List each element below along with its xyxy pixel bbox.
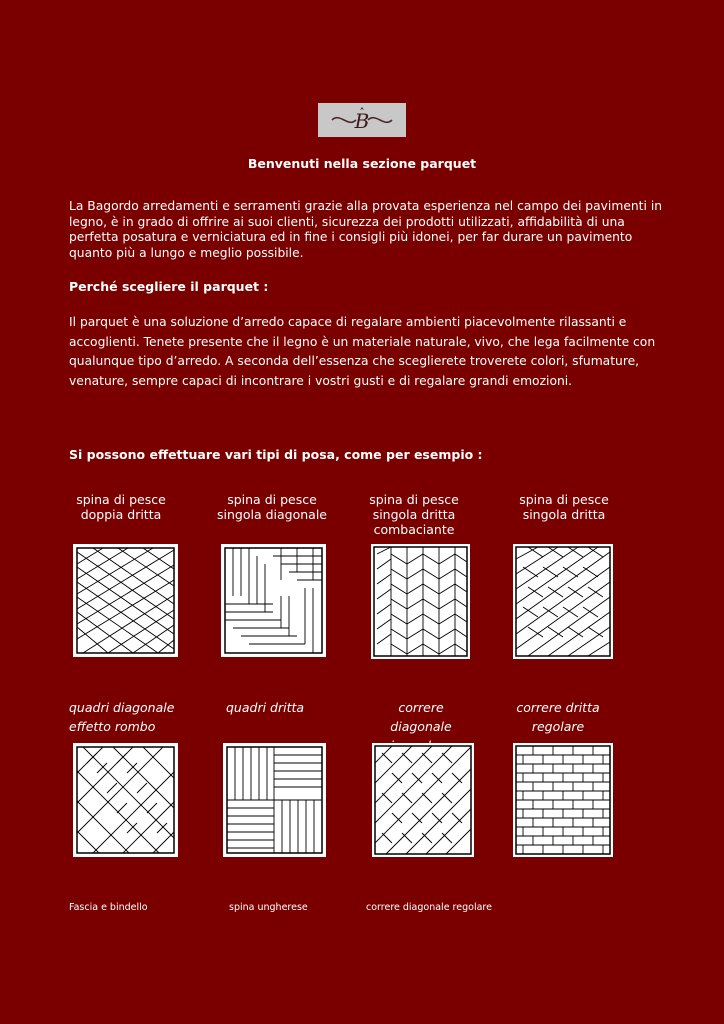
pattern-label-5: quadri diagonale effetto rombo: [69, 700, 175, 734]
herringbone-diagonal-icon: [221, 544, 326, 657]
pattern-label-6: quadri dritta: [226, 700, 305, 715]
double-herringbone-icon: [73, 544, 178, 657]
pattern-label-7: correre diagonale: [390, 700, 452, 734]
logo-ornament-icon: [318, 103, 406, 137]
caption-1: Fascia e bindello: [69, 902, 148, 913]
caption-3: correre diagonale regolare: [366, 902, 492, 913]
company-logo: [318, 103, 406, 137]
page-title: Benvenuti nella sezione parquet: [247, 156, 477, 171]
caption-2: spina ungherese: [229, 902, 308, 913]
pattern-label-8: correre dritta regolare: [516, 700, 600, 734]
pattern-label-1: spina di pesce doppia dritta: [76, 492, 166, 522]
brick-icon: [513, 743, 613, 857]
straight-squares-icon: [223, 743, 326, 857]
pattern-label-2: spina di pesce singola diagonale: [217, 492, 327, 522]
chevron-icon: [371, 544, 470, 659]
logo-letter: B: [354, 109, 370, 133]
why-heading: Perché scegliere il parquet :: [69, 279, 269, 294]
pattern-label-4: spina di pesce singola dritta: [519, 492, 609, 522]
diagonal-running-icon: [372, 743, 474, 857]
pattern-label-3: spina di pesce singola dritta combaciante: [369, 492, 459, 537]
intro-paragraph: La Bagordo arredamenti e serramenti grazie alla provata esperienza nel campo dei pavimenti in legno, è in grado di offrire ai suoi clienti, sicurezza dei prodotti utilizzati, affidabilità di una perfetta posatura e verniciatura ed in fine i consigli più idonei, per far durare un pavimento quanto più a lungo e meglio possibile.: [69, 199, 663, 260]
diagonal-squares-icon: [73, 743, 178, 857]
why-paragraph: Il parquet è una soluzione d’arredo capace di regalare ambienti piacevolmente rilassanti e accoglienti. Tenete presente che il legno è un materiale naturale, vivo, che lega facilmente con qualunque tipo d’arredo. A seconda dell’essenza che sceglierete troverete colori, sfumature, venature, sempre capaci di incontrare i vostri gusti e di regalare grandi emozioni.: [69, 315, 656, 388]
posa-heading: Si possono effettuare vari tipi di posa, come per esempio :: [69, 447, 483, 462]
herringbone-straight-icon: [513, 544, 613, 659]
